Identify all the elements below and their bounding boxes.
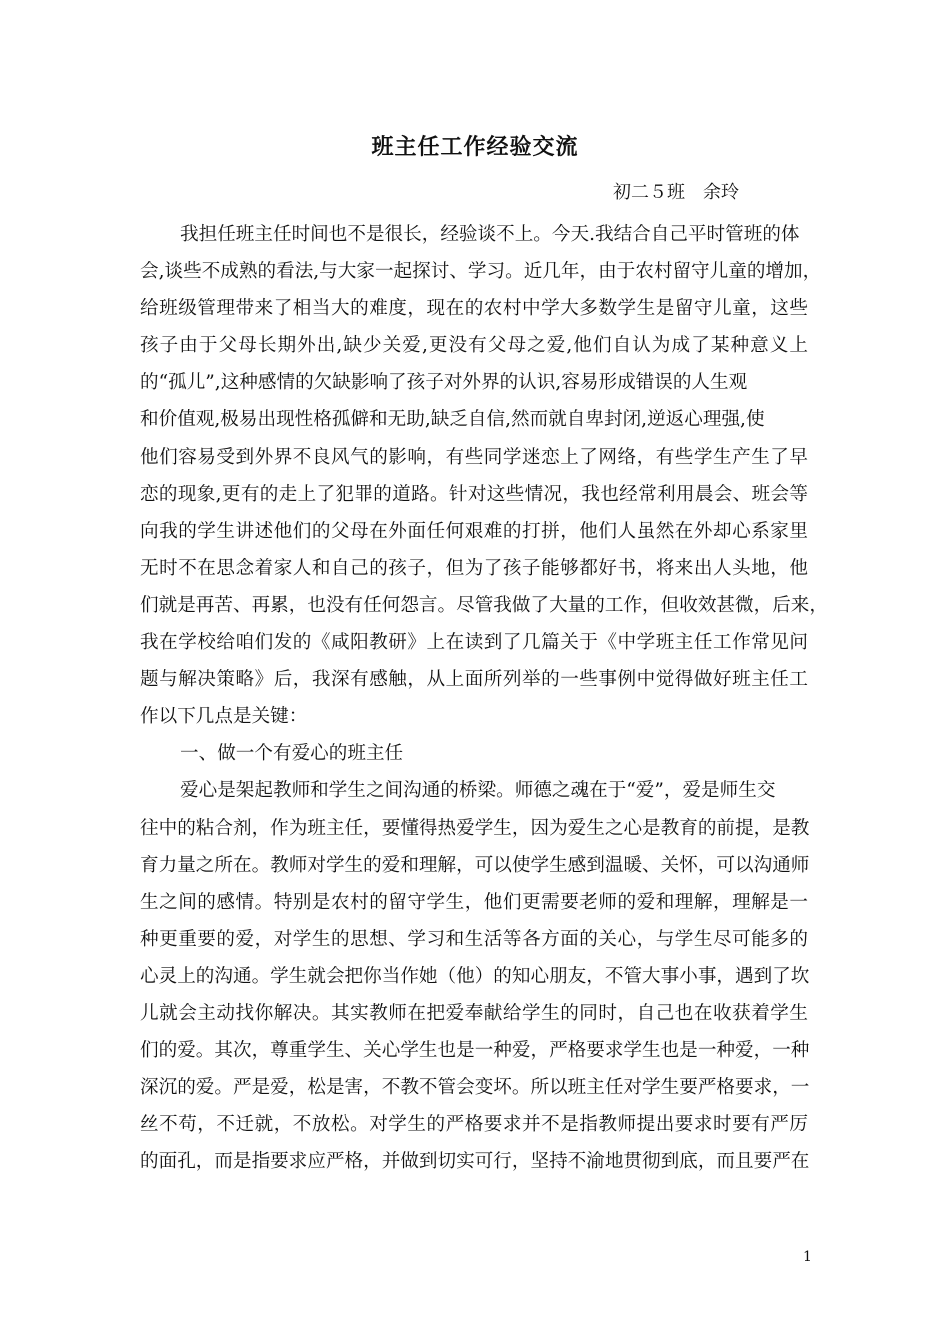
- text-line: 会,谈些不成熟的看法,与大家一起探讨、学习。近几年，由于农村留守儿童的增加，: [140, 261, 822, 283]
- document-title: 班主任工作经验交流: [371, 134, 579, 160]
- text-line: 生之间的感情。特别是农村的留守学生，他们更需要老师的爱和理解，理解是一: [140, 891, 808, 913]
- text-line: 我担任班主任时间也不是很长，经验谈不上。今天.我结合自己平时管班的体: [180, 224, 800, 245]
- text-line: 们就是再苦、再累，也没有任何怨言。尽管我做了大量的工作，但收效甚微，后来，: [140, 594, 828, 616]
- text-line: 他们容易受到外界不良风气的影响，有些同学迷恋上了网络，有些学生产生了早: [140, 446, 808, 468]
- text-line: 恋的现象,更有的走上了犯罪的道路。针对这些情况，我也经常利用晨会、班会等: [140, 483, 808, 505]
- text-line: 给班级管理带来了相当大的难度，现在的农村中学大多数学生是留守儿童，这些: [140, 298, 808, 320]
- text-line: 育力量之所在。教师对学生的爱和理解，可以使学生感到温暖、关怀，可以沟通师: [140, 854, 810, 876]
- text-line: 心灵上的沟通。学生就会把你当作她（他）的知心朋友，不管大事小事，遇到了坎: [140, 965, 810, 987]
- text-line: 爱心是架起教师和学生之间沟通的桥梁。师德之魂在于“爱”，爱是师生交: [180, 780, 776, 802]
- text-line: 们的爱。其次，尊重学生、关心学生也是一种爱，严格要求学生也是一种爱，一种: [140, 1040, 810, 1062]
- text-line: 深沉的爱。严是爱，松是害，不教不管会变坏。所以班主任对学生要严格要求，一: [140, 1077, 810, 1099]
- section-heading: 一、做一个有爱心的班主任: [180, 743, 404, 765]
- text-line: 向我的学生讲述他们的父母在外面任何艰难的打拼，他们人虽然在外却心系家里: [140, 520, 808, 542]
- text-line: 的面孔，而是指要求应严格，并做到切实可行，坚持不渝地贯彻到底，而且要严在: [140, 1151, 810, 1173]
- text-line: 题与解决策略》后，我深有感触，从上面所列举的一些事例中觉得做好班主任工: [140, 669, 808, 691]
- text-line: 无时不在思念着家人和自己的孩子，但为了孩子能够都好书，将来出人头地，他: [140, 557, 808, 579]
- text-line: 我在学校给咱们发的《咸阳教研》上在读到了几篇关于《中学班主任工作常见问: [140, 632, 808, 654]
- text-line: 往中的粘合剂，作为班主任，要懂得热爱学生，因为爱生之心是教育的前提，是教: [140, 817, 810, 839]
- text-line: 种更重要的爱，对学生的思想、学习和生活等各方面的关心，与学生尽可能多的: [140, 928, 808, 950]
- text-line: 的“孤儿”,这种感情的欠缺影响了孩子对外界的认识,容易形成错误的人生观: [140, 372, 748, 394]
- author-line: 初二５班 余玲: [613, 182, 739, 203]
- text-line: 儿就会主动找你解决。其实教师在把爱奉献给学生的同时，自己也在收获着学生: [140, 1002, 808, 1024]
- text-line: 和价值观,极易出现性格孤僻和无助,缺乏自信,然而就自卑封闭,逆返心理强,使: [140, 409, 765, 431]
- text-line: 孩子由于父母长期外出,缺少关爱,更没有父母之爱,他们自认为成了某种意义上: [140, 335, 808, 357]
- page-number: 1: [803, 1249, 812, 1265]
- text-line: 丝不苟，不迁就，不放松。对学生的严格要求并不是指教师提出要求时要有严厉: [140, 1114, 808, 1136]
- document-body: [140, 216, 828, 1180]
- text-line: 作以下几点是关键：: [140, 706, 308, 728]
